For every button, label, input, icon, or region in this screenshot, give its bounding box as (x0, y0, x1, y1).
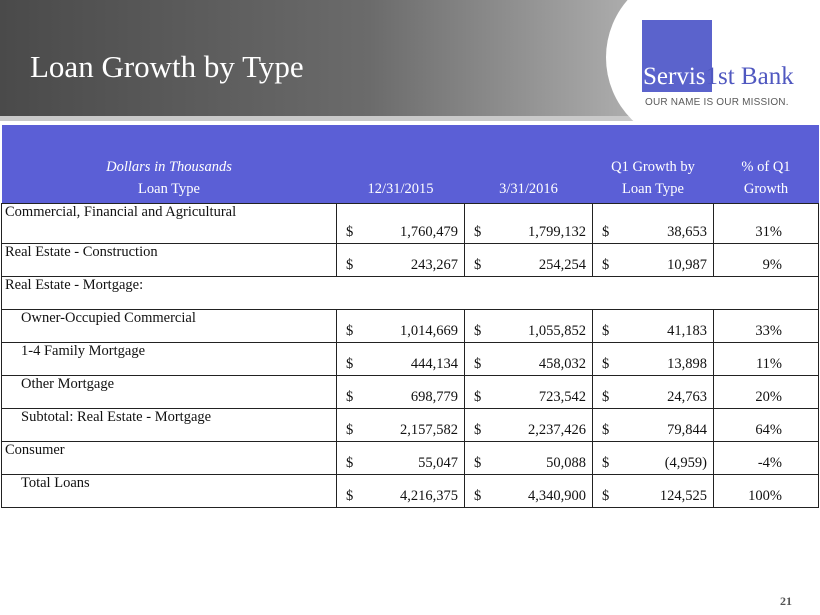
currency-symbol: $ (602, 487, 610, 504)
cell-q1-growth-value: 38,653 (667, 223, 707, 240)
cell-2016-value: 50,088 (546, 454, 586, 471)
cell-pct-growth: 31% (714, 203, 819, 243)
currency-symbol: $ (346, 322, 354, 339)
cell-q1-growth (593, 243, 714, 276)
table-row (2, 408, 819, 441)
currency-symbol: $ (346, 454, 354, 471)
row-label: Owner-Occupied Commercial (2, 309, 337, 342)
cell-2016 (465, 203, 593, 243)
row-label: Consumer (2, 441, 337, 474)
logo-word-1st-bank: 1st Bank (705, 63, 794, 90)
cell-2015 (337, 441, 465, 474)
table-row (2, 309, 819, 342)
page-title: Loan Growth by Type (30, 49, 304, 84)
table-row (2, 276, 819, 309)
table-row (2, 375, 819, 408)
cell-2015 (337, 309, 465, 342)
cell-2015-value: 1,760,479 (400, 223, 458, 240)
cell-2015 (337, 375, 465, 408)
currency-symbol: $ (474, 454, 482, 471)
cell-q1-growth-value: (4,959) (664, 454, 707, 471)
cell-2015-value: 243,267 (410, 256, 458, 273)
cell-pct-growth: -4% (714, 441, 819, 474)
cell-2016-value: 4,340,900 (528, 487, 586, 504)
row-label: Total Loans (2, 474, 337, 507)
currency-symbol: $ (346, 223, 354, 240)
cell-q1-growth (593, 375, 714, 408)
cell-2016-value: 723,542 (538, 388, 586, 405)
cell-2016 (465, 441, 593, 474)
table-row (2, 203, 819, 243)
cell-q1-growth (593, 441, 714, 474)
table-row (2, 474, 819, 507)
currency-symbol: $ (474, 388, 482, 405)
currency-symbol: $ (602, 355, 610, 372)
cell-q1-growth-value: 13,898 (667, 355, 707, 372)
currency-symbol: $ (474, 223, 482, 240)
header-q1-growth-line1: Q1 Growth by (611, 158, 695, 175)
row-label: Commercial, Financial and Agricultural (2, 203, 337, 243)
table-header-row (2, 125, 819, 203)
currency-symbol: $ (602, 322, 610, 339)
currency-symbol: $ (474, 256, 482, 273)
cell-2015 (337, 408, 465, 441)
cell-q1-growth (593, 203, 714, 243)
currency-symbol: $ (346, 355, 354, 372)
table-row (2, 243, 819, 276)
currency-symbol: $ (602, 454, 610, 471)
currency-symbol: $ (346, 487, 354, 504)
cell-q1-growth-value: 10,987 (667, 256, 707, 273)
header-2015: 12/31/2015 (367, 180, 434, 197)
cell-2016-value: 1,799,132 (528, 223, 586, 240)
cell-pct-growth: 64% (714, 408, 819, 441)
cell-q1-growth (593, 342, 714, 375)
cell-2015-value: 698,779 (410, 388, 458, 405)
header-loan-type-label: Loan Type (138, 180, 200, 197)
table-row (2, 441, 819, 474)
header-pct-line2: Growth (743, 180, 789, 197)
cell-2016 (465, 342, 593, 375)
row-label: Other Mortgage (2, 375, 337, 408)
cell-2015 (337, 203, 465, 243)
row-section-label: Real Estate - Mortgage: (2, 276, 819, 309)
cell-2016 (465, 243, 593, 276)
cell-q1-growth-value: 41,183 (667, 322, 707, 339)
cell-2015 (337, 474, 465, 507)
cell-2016 (465, 474, 593, 507)
cell-pct-growth: 9% (714, 243, 819, 276)
cell-2015-value: 4,216,375 (400, 487, 458, 504)
cell-q1-growth-value: 24,763 (667, 388, 707, 405)
currency-symbol: $ (346, 256, 354, 273)
cell-2016 (465, 375, 593, 408)
currency-symbol: $ (602, 388, 610, 405)
currency-symbol: $ (602, 421, 610, 438)
cell-2016 (465, 309, 593, 342)
currency-symbol: $ (346, 388, 354, 405)
header-pct-line1: % of Q1 (741, 158, 791, 175)
currency-symbol: $ (602, 223, 610, 240)
cell-2016 (465, 408, 593, 441)
cell-2015-value: 1,014,669 (400, 322, 458, 339)
header-q1-growth-line2: Loan Type (622, 180, 684, 197)
cell-q1-growth-value: 124,525 (659, 487, 707, 504)
cell-2015-value: 444,134 (410, 355, 458, 372)
cell-q1-growth (593, 309, 714, 342)
logo-word-servis: Servis (643, 63, 706, 90)
cell-2016-value: 2,237,426 (528, 421, 586, 438)
table-row (2, 342, 819, 375)
currency-symbol: $ (474, 355, 482, 372)
loan-growth-table (1, 125, 819, 508)
header-2016: 3/31/2016 (499, 180, 558, 197)
currency-symbol: $ (346, 421, 354, 438)
cell-2015 (337, 243, 465, 276)
currency-symbol: $ (474, 487, 482, 504)
cell-2016-value: 458,032 (538, 355, 586, 372)
cell-q1-growth (593, 474, 714, 507)
cell-q1-growth-value: 79,844 (667, 421, 707, 438)
cell-2015-value: 2,157,582 (400, 421, 458, 438)
currency-symbol: $ (602, 256, 610, 273)
cell-pct-growth: 33% (714, 309, 819, 342)
header-loan-type (2, 125, 337, 203)
units-note: Dollars in Thousands (106, 158, 232, 175)
cell-q1-growth (593, 408, 714, 441)
cell-pct-growth: 20% (714, 375, 819, 408)
currency-symbol: $ (474, 421, 482, 438)
cell-pct-growth: 100% (714, 474, 819, 507)
header-pct-growth (714, 125, 819, 203)
logo-tagline: OUR NAME IS OUR MISSION. (645, 97, 789, 108)
cell-2015-value: 55,047 (418, 454, 458, 471)
cell-2015 (337, 342, 465, 375)
bank-logo (643, 62, 794, 92)
currency-symbol: $ (474, 322, 482, 339)
page-number: 21 (780, 594, 792, 608)
row-label: Real Estate - Construction (2, 243, 337, 276)
cell-2016-value: 1,055,852 (528, 322, 586, 339)
header-q1-growth (593, 125, 714, 203)
cell-2016-value: 254,254 (538, 256, 586, 273)
row-label: 1-4 Family Mortgage (2, 342, 337, 375)
row-label: Subtotal: Real Estate - Mortgage (2, 408, 337, 441)
cell-pct-growth: 11% (714, 342, 819, 375)
